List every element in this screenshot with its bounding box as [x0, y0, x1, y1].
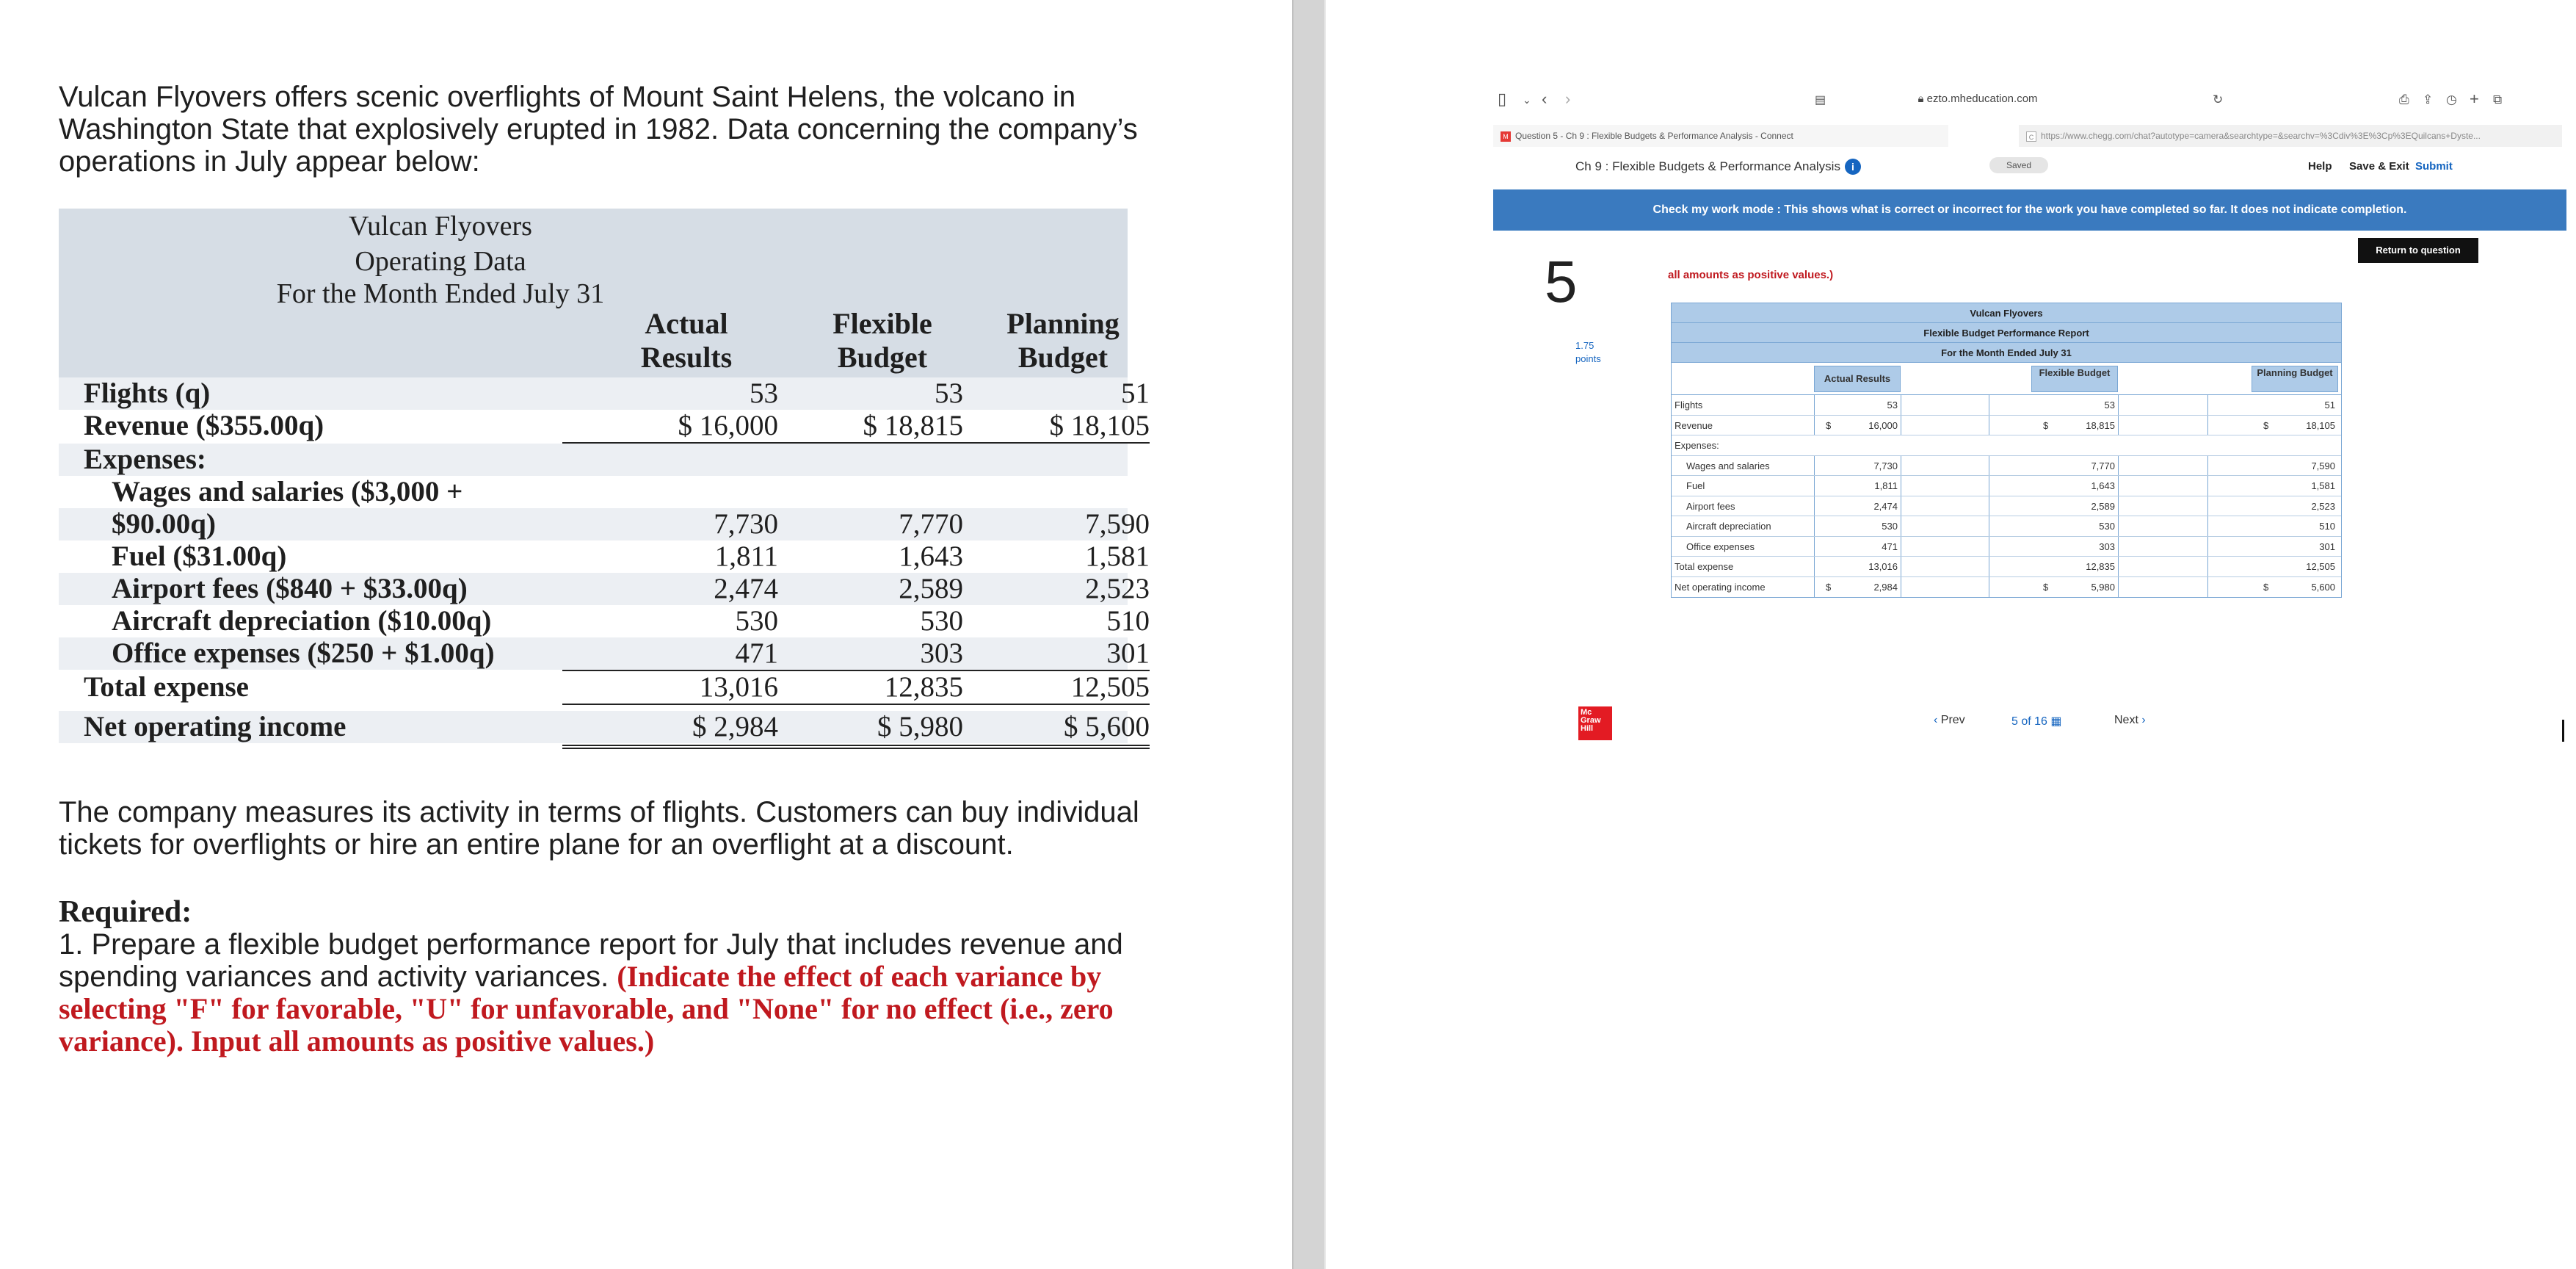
- submit-button[interactable]: Submit: [2415, 160, 2453, 173]
- report-row: Net operating income $ 2,984 $ 5,980 $ 5,600: [1672, 577, 2341, 598]
- flexible-budget-report: [1671, 303, 2342, 598]
- tab-connect[interactable]: M Question 5 - Ch 9 : Flexible Budgets & Performance Analysis - Connect: [1493, 125, 1948, 147]
- check-mode-banner: Check my work mode : This shows what is correct or incorrect for the work you have completed so far. It does not indicate completion.: [1493, 189, 2566, 231]
- mcgraw-hill-icon: M: [1501, 131, 1511, 142]
- forward-icon[interactable]: ›: [1565, 90, 1571, 108]
- table-row: Expenses:: [59, 444, 1128, 476]
- history-icon[interactable]: ◷: [2446, 93, 2457, 106]
- required-instruction: (Indicate the effect of each variance by selecting "F" for favorable, "U" for unfavorable, and "None" for no effect (i.e., zero variance). Input all amounts as positive values.): [59, 960, 1114, 1058]
- report-row: Revenue $ 16,000 $ 18,815 $ 18,105: [1672, 416, 2341, 436]
- hdr-flexible-budget: Flexible Budget: [2031, 366, 2118, 392]
- report-header-row: [1672, 363, 2341, 395]
- table-row: Total expense 13,016 12,835 12,505: [84, 671, 1150, 703]
- chevron-right-icon: ›: [2138, 714, 2146, 726]
- table-row: Airport fees ($840 + $33.00q) 2,474 2,589 2,523: [59, 573, 1128, 605]
- intro-text: Vulcan Flyovers offers scenic overflights of Mount Saint Helens, the volcano in Washington State that explosively erupted in 1982. Data concerning the company’s operations in July appear below:: [59, 81, 1138, 178]
- print-icon[interactable]: ⎙: [2399, 93, 2409, 106]
- required-text: 1. Prepare a flexible budget performance report for July that includes revenue and spending variances and activity variances.: [59, 928, 1123, 993]
- url-bar[interactable]: 🔒︎ ezto.mheducation.com: [1918, 93, 2038, 105]
- tab-chegg[interactable]: C https://www.chegg.com/chat?autotype=camera&searchtype=&searchv=%3Cdiv%3E%3Cp%3EQuilcans+Dyste...: [2019, 125, 2562, 147]
- tabs-overview-icon[interactable]: ⧉: [2493, 93, 2503, 106]
- points-value: 1.75 points: [1575, 340, 1601, 364]
- table-title-subtitle: Operating Data: [355, 246, 526, 277]
- grid-icon: ▦: [2050, 715, 2062, 728]
- reload-icon[interactable]: ↻: [2213, 93, 2224, 106]
- prev-button[interactable]: ‹ Prev: [1934, 714, 1965, 726]
- breadcrumb: Ch 9 : Flexible Budgets & Performance Analysis i: [1575, 159, 1861, 175]
- report-row: Airport fees 2,474 2,589 2,523: [1672, 496, 2341, 517]
- report-row: Expenses:: [1672, 435, 2341, 456]
- report-title-name: Flexible Budget Performance Report: [1672, 323, 2341, 343]
- report-title-period: For the Month Ended July 31: [1672, 343, 2341, 363]
- help-link[interactable]: Help: [2308, 160, 2332, 173]
- page-divider: [1292, 0, 1326, 1269]
- mcgraw-hill-logo: Mc Graw Hill: [1578, 706, 1612, 740]
- table-row: Fuel ($31.00q) 1,811 1,643 1,581: [112, 540, 1150, 572]
- browser-window: [1493, 81, 2566, 778]
- table-row: $90.00q) 7,730 7,770 7,590: [59, 508, 1128, 540]
- report-row: Flights 53 53 51: [1672, 395, 2341, 416]
- required-section: [59, 896, 1145, 1058]
- col-header-planning: Planning Budget: [1006, 307, 1120, 374]
- table-title-company: Vulcan Flyovers: [349, 211, 532, 242]
- page-indicator[interactable]: 5 of 16 ▦: [2011, 715, 2062, 728]
- reader-icon[interactable]: ▤: [1815, 94, 1826, 106]
- table-row: Office expenses ($250 + $1.00q) 471 303 301: [59, 637, 1128, 670]
- back-icon[interactable]: ‹: [1542, 90, 1548, 108]
- table-row: Wages and salaries ($3,000 +: [112, 476, 463, 507]
- chevron-left-icon: ‹: [1934, 714, 1941, 726]
- report-row: Total expense 13,016 12,835 12,505: [1672, 557, 2341, 577]
- report-row: Wages and salaries 7,730 7,770 7,590: [1672, 456, 2341, 477]
- lock-icon: 🔒︎: [1918, 93, 1927, 105]
- info-icon[interactable]: i: [1845, 159, 1861, 175]
- col-header-flexible: Flexible Budget: [832, 307, 932, 374]
- chevron-down-icon[interactable]: ⌄: [1523, 94, 1531, 106]
- table-row: Revenue ($355.00q) $ 16,000 $ 18,815 $ 18,105: [84, 410, 1150, 441]
- instruction-text: all amounts as positive values.): [1668, 269, 1834, 281]
- table-row: Aircraft depreciation ($10.00q) 530 530 510: [112, 605, 1150, 637]
- question-number: 5: [1545, 249, 1578, 314]
- hdr-actual-results: Actual Results: [1814, 366, 1901, 392]
- col-header-actual: Actual Results: [640, 307, 733, 374]
- table-row: Net operating income $ 2,984 $ 5,980 $ 5,600: [59, 711, 1128, 743]
- save-exit-button[interactable]: Save & Exit: [2349, 160, 2409, 173]
- report-row: Office expenses 471 303 301: [1672, 537, 2341, 557]
- activity-paragraph: The company measures its activity in terms of flights. Customers can buy individual tickets for overflights or hire an entire plane for an overflight at a discount.: [59, 796, 1139, 861]
- hdr-planning-budget: Planning Budget: [2252, 366, 2338, 392]
- report-row: Fuel 1,811 1,643 1,581: [1672, 476, 2341, 496]
- required-title: Required:: [59, 895, 192, 929]
- next-button[interactable]: Next ›: [2114, 714, 2146, 726]
- table-title-period: For the Month Ended July 31: [276, 278, 605, 309]
- text-cursor: [2562, 720, 2564, 742]
- report-title-company: Vulcan Flyovers: [1672, 303, 2341, 323]
- share-icon[interactable]: ⇪: [2423, 93, 2434, 106]
- sidebar-toggle-icon[interactable]: ▯: [1498, 90, 1507, 108]
- globe-icon: C: [2026, 131, 2036, 142]
- report-row: Aircraft depreciation 530 530 510: [1672, 516, 2341, 537]
- operating-data-table: [59, 209, 1150, 767]
- saved-status: Saved: [1989, 157, 2048, 173]
- return-to-question-button[interactable]: Return to question: [2358, 238, 2478, 263]
- table-row: Flights (q) 53 53 51: [59, 377, 1128, 410]
- new-tab-icon[interactable]: +: [2470, 90, 2479, 108]
